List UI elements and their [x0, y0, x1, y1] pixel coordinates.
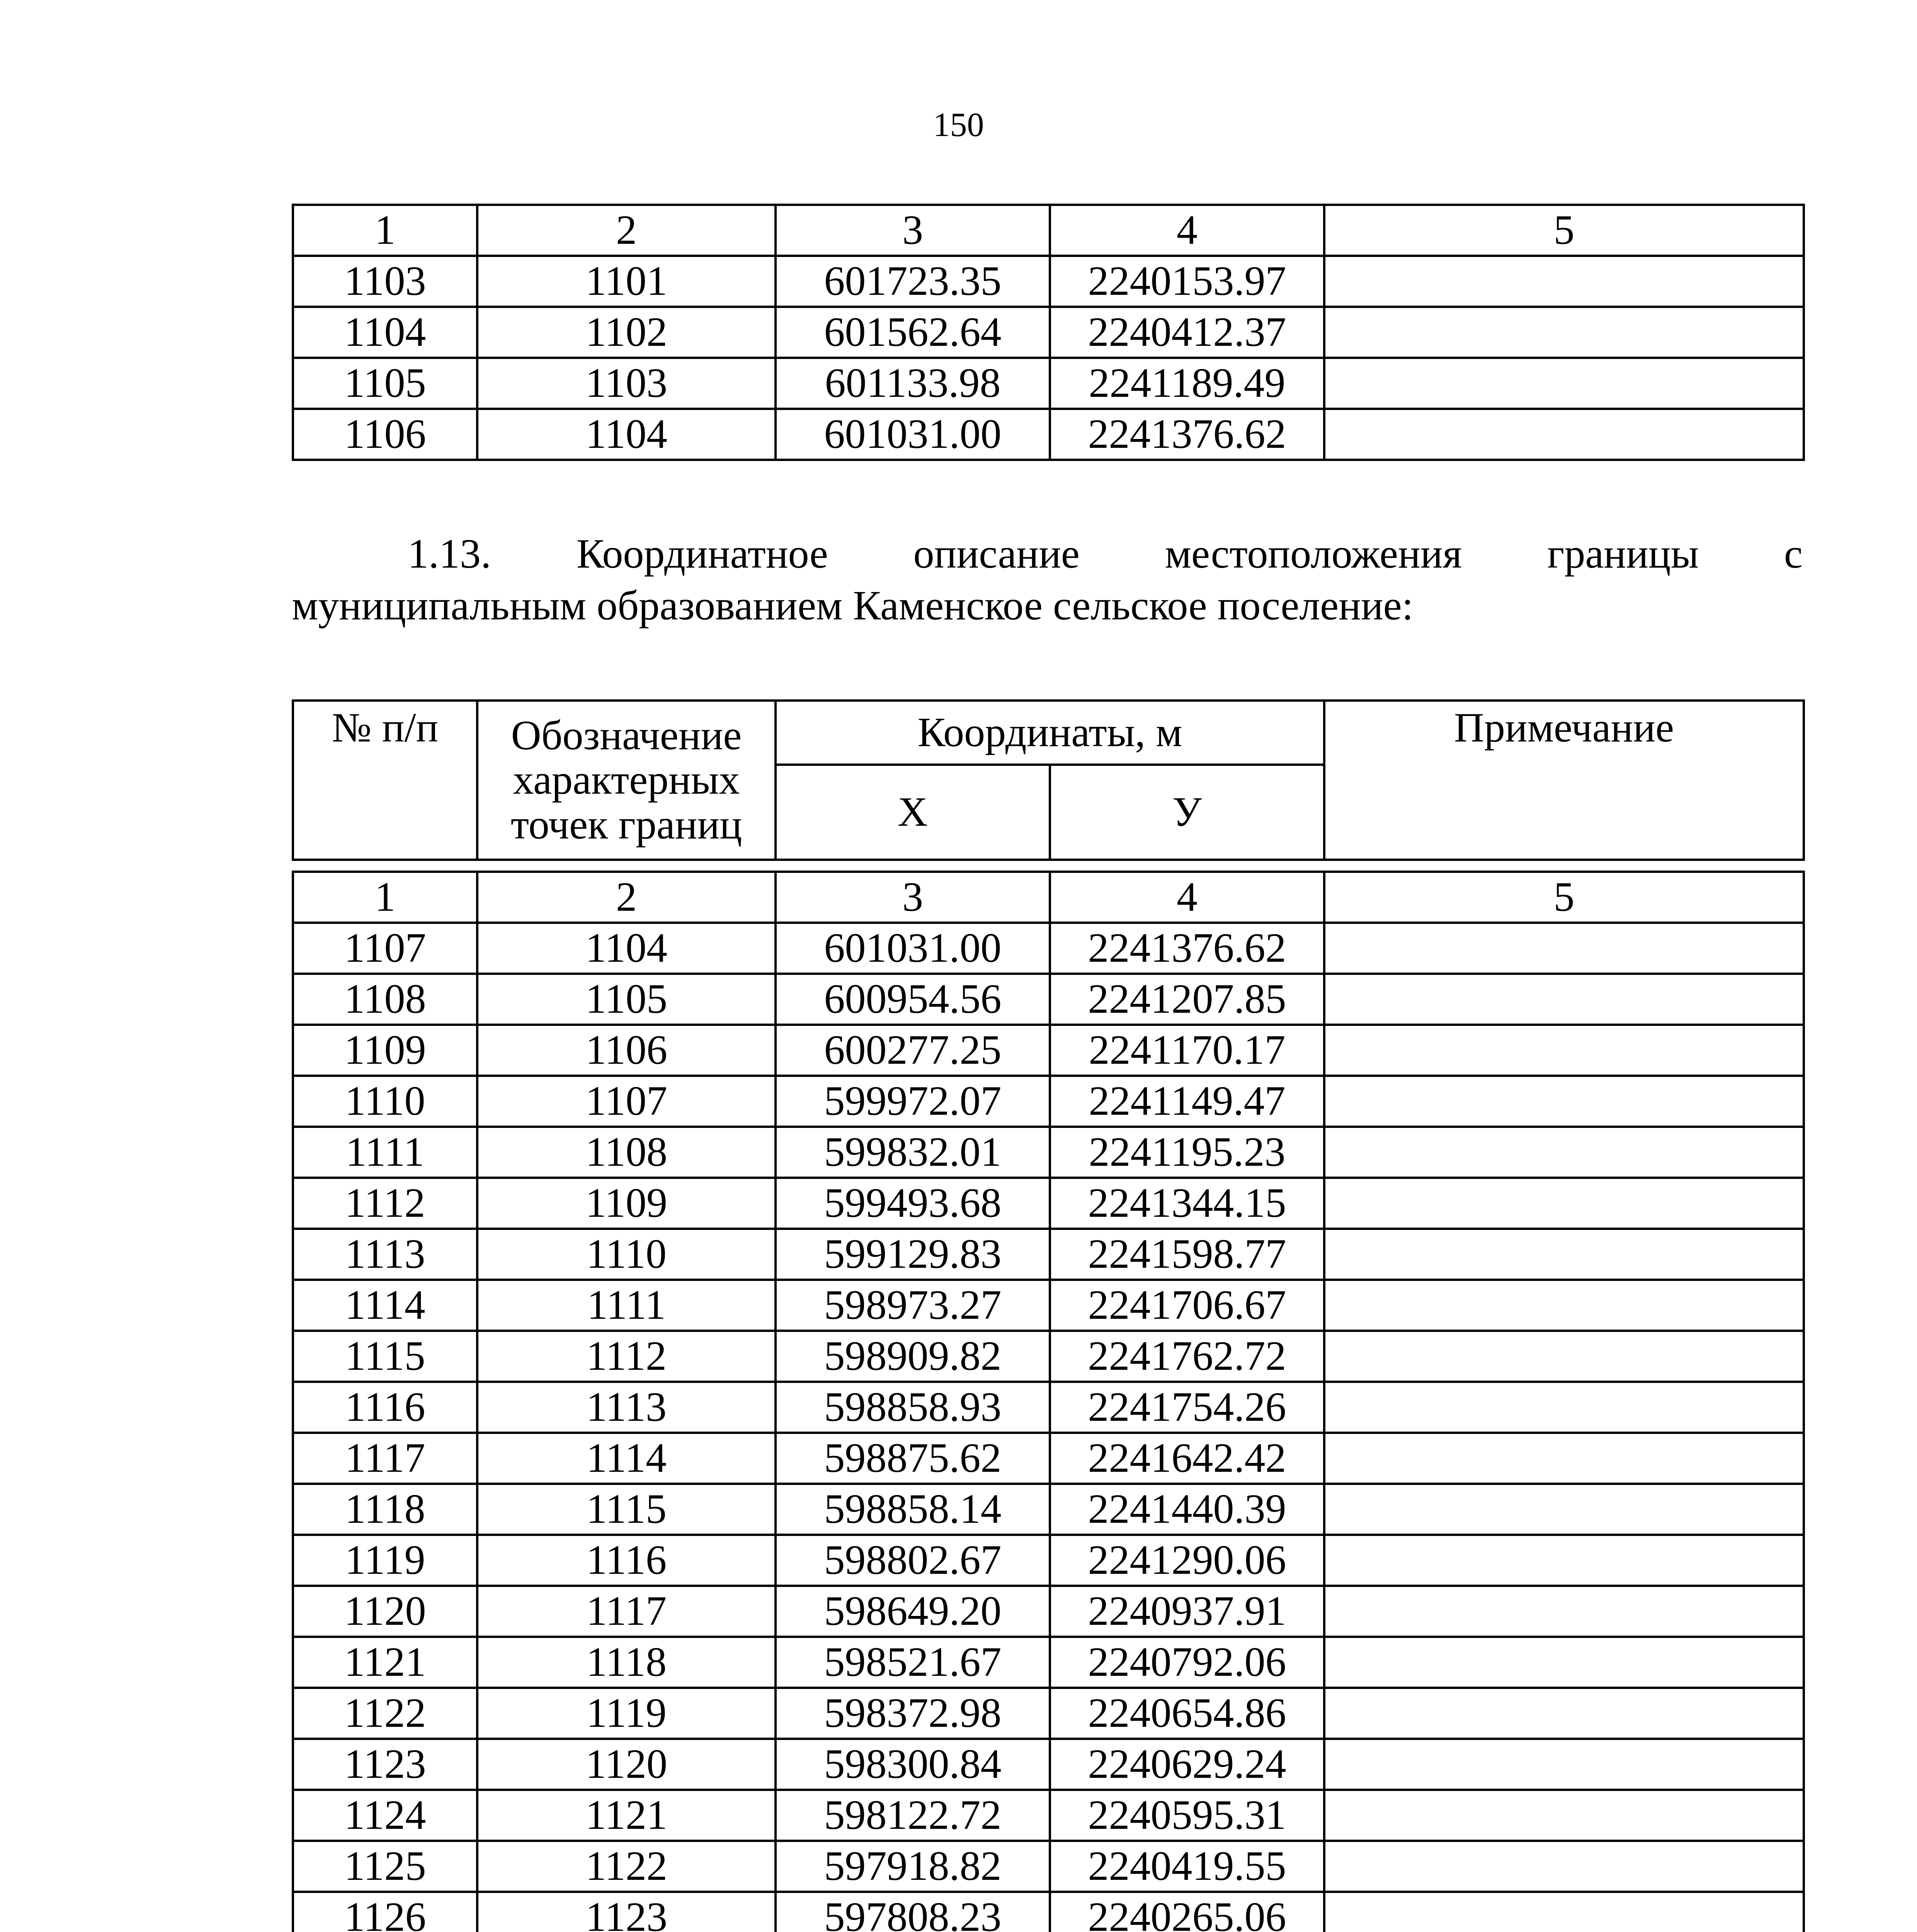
table-row	[293, 1586, 1804, 1637]
table-cell: 1111	[293, 1127, 477, 1178]
table-cell: 1120	[477, 1739, 776, 1790]
header-x: Х	[776, 765, 1050, 860]
table-cell: 1122	[293, 1688, 477, 1739]
table-cell: 598858.93	[776, 1382, 1050, 1433]
table-cell	[1324, 256, 1804, 307]
table-cell: 1102	[477, 307, 776, 358]
table-cell: 2241189.49	[1050, 358, 1324, 409]
table-cell: 1104	[293, 307, 477, 358]
table-row	[293, 1688, 1804, 1739]
table-cell: 1103	[293, 256, 477, 307]
table-cell: 1123	[477, 1892, 776, 1932]
table-cell: 599972.07	[776, 1076, 1050, 1127]
table-row	[293, 1076, 1804, 1127]
table-cell	[1324, 1484, 1804, 1535]
table-cell: 600277.25	[776, 1025, 1050, 1076]
section-word: местоположения	[1165, 531, 1462, 577]
table-cell: 1112	[477, 1331, 776, 1382]
table-cell: 2240419.55	[1050, 1841, 1324, 1892]
table-cell: 598858.14	[776, 1484, 1050, 1535]
section-word: описание	[913, 531, 1080, 577]
table-cell: 1122	[477, 1841, 776, 1892]
table-row	[293, 1025, 1804, 1076]
table-cell	[1324, 1127, 1804, 1178]
table-top-body	[293, 205, 1804, 460]
table-cell: 1120	[293, 1586, 477, 1637]
table-cell	[1324, 1535, 1804, 1586]
table-cell: 1116	[477, 1535, 776, 1586]
table-row	[293, 923, 1804, 974]
table-cell: 1114	[477, 1433, 776, 1484]
table-row	[293, 358, 1804, 409]
column-number-cell: 2	[477, 205, 776, 256]
coordinates-table-continuation	[292, 204, 1805, 461]
section-word: Координатное	[576, 531, 828, 577]
table-cell: 2241195.23	[1050, 1127, 1324, 1178]
table-row	[293, 1331, 1804, 1382]
table-cell: 1121	[293, 1637, 477, 1688]
table-row	[293, 1841, 1804, 1892]
table-cell: 1113	[293, 1229, 477, 1280]
table-cell: 599832.01	[776, 1127, 1050, 1178]
header-num: № п/п	[293, 701, 477, 860]
table-cell: 1109	[293, 1025, 477, 1076]
table-cell: 601031.00	[776, 409, 1050, 460]
table-row	[293, 256, 1804, 307]
table-row	[293, 1280, 1804, 1331]
table-row	[293, 1433, 1804, 1484]
table-cell	[1324, 1688, 1804, 1739]
table-cell: 2241598.77	[1050, 1229, 1324, 1280]
header-y: У	[1050, 765, 1324, 860]
coordinates-table	[292, 871, 1805, 1932]
table-cell: 1117	[293, 1433, 477, 1484]
table-row	[293, 1637, 1804, 1688]
table-row	[293, 1178, 1804, 1229]
table-cell: 2241762.72	[1050, 1331, 1324, 1382]
header-row	[293, 701, 1804, 765]
table-cell: 1111	[477, 1280, 776, 1331]
table-cell	[1324, 409, 1804, 460]
column-number-cell: 2	[477, 872, 776, 923]
table-cell	[1324, 1382, 1804, 1433]
table-cell: 2241149.47	[1050, 1076, 1324, 1127]
section-heading-line1	[292, 530, 1803, 578]
table-cell: 2241344.15	[1050, 1178, 1324, 1229]
table-cell: 1115	[293, 1331, 477, 1382]
table-cell: 598909.82	[776, 1331, 1050, 1382]
table-cell	[1324, 1637, 1804, 1688]
table-row	[293, 1382, 1804, 1433]
table-cell: 1105	[477, 974, 776, 1025]
header-designation: Обозначение характерных точек границ	[477, 701, 776, 860]
table-cell: 1125	[293, 1841, 477, 1892]
table-cell: 1114	[293, 1280, 477, 1331]
table-cell: 598649.20	[776, 1586, 1050, 1637]
table-cell: 1109	[477, 1178, 776, 1229]
table-row	[293, 307, 1804, 358]
table-cell: 1107	[293, 923, 477, 974]
table-row	[293, 1484, 1804, 1535]
table-cell: 597808.23	[776, 1892, 1050, 1932]
table-cell: 2241754.26	[1050, 1382, 1324, 1433]
table-cell: 598372.98	[776, 1688, 1050, 1739]
column-number-cell: 1	[293, 205, 477, 256]
table-cell: 2240595.31	[1050, 1790, 1324, 1841]
table-cell: 1110	[293, 1076, 477, 1127]
column-number-row	[293, 205, 1804, 256]
table-cell: 1105	[293, 358, 477, 409]
table-cell: 1104	[477, 409, 776, 460]
table-cell: 2241440.39	[1050, 1484, 1324, 1535]
table-cell: 598875.62	[776, 1433, 1050, 1484]
table-row	[293, 1790, 1804, 1841]
table-cell: 1119	[477, 1688, 776, 1739]
table-cell	[1324, 1841, 1804, 1892]
table-cell: 2240629.24	[1050, 1739, 1324, 1790]
table-cell: 598521.67	[776, 1637, 1050, 1688]
table-cell: 1107	[477, 1076, 776, 1127]
section-heading-line2: муниципальным образованием Каменское сельское поселение:	[292, 583, 1414, 629]
table-cell: 1121	[477, 1790, 776, 1841]
table-cell: 1106	[477, 1025, 776, 1076]
table-cell: 601133.98	[776, 358, 1050, 409]
column-number-cell: 1	[293, 872, 477, 923]
page-number: 150	[933, 106, 984, 144]
coordinates-table-header	[292, 699, 1805, 861]
header-note: Примечание	[1324, 701, 1804, 860]
table-cell: 2241170.17	[1050, 1025, 1324, 1076]
table-row	[293, 409, 1804, 460]
table-cell: 2241290.06	[1050, 1535, 1324, 1586]
table-cell: 601031.00	[776, 923, 1050, 974]
table-cell: 598300.84	[776, 1739, 1050, 1790]
table-cell	[1324, 923, 1804, 974]
column-number-cell: 5	[1324, 205, 1804, 256]
table-cell: 599129.83	[776, 1229, 1050, 1280]
table-row	[293, 1739, 1804, 1790]
table-cell: 597918.82	[776, 1841, 1050, 1892]
section-word: границы	[1547, 531, 1699, 577]
table-cell: 2241376.62	[1050, 409, 1324, 460]
table-cell: 1126	[293, 1892, 477, 1932]
table-cell	[1324, 1892, 1804, 1932]
table-cell: 1116	[293, 1382, 477, 1433]
table-cell	[1324, 1790, 1804, 1841]
table-cell: 1118	[293, 1484, 477, 1535]
table-cell: 2241642.42	[1050, 1433, 1324, 1484]
column-number-cell: 4	[1050, 872, 1324, 923]
table-cell: 1104	[477, 923, 776, 974]
table-cell	[1324, 1433, 1804, 1484]
table-cell: 598802.67	[776, 1535, 1050, 1586]
column-number-row	[293, 872, 1804, 923]
table-cell	[1324, 1025, 1804, 1076]
table-cell: 1119	[293, 1535, 477, 1586]
table-cell	[1324, 1280, 1804, 1331]
table-cell: 2240412.37	[1050, 307, 1324, 358]
table-cell	[1324, 358, 1804, 409]
table-cell: 1115	[477, 1484, 776, 1535]
header-coordinates: Координаты, м	[776, 701, 1324, 765]
table-cell: 1108	[293, 974, 477, 1025]
table-cell: 2241207.85	[1050, 974, 1324, 1025]
table-cell: 1103	[477, 358, 776, 409]
table-cell	[1324, 1178, 1804, 1229]
table-cell	[1324, 307, 1804, 358]
column-number-cell: 4	[1050, 205, 1324, 256]
table-row	[293, 1892, 1804, 1932]
table-cell: 2241376.62	[1050, 923, 1324, 974]
table-cell: 1106	[293, 409, 477, 460]
table-cell: 2241706.67	[1050, 1280, 1324, 1331]
table-cell: 601723.35	[776, 256, 1050, 307]
table-cell: 2240654.86	[1050, 1688, 1324, 1739]
section-number: 1.13.	[408, 531, 491, 577]
table-cell: 2240265.06	[1050, 1892, 1324, 1932]
column-number-cell: 3	[776, 872, 1050, 923]
table-row	[293, 1127, 1804, 1178]
table-cell: 1101	[477, 256, 776, 307]
table-row	[293, 974, 1804, 1025]
table-row	[293, 1535, 1804, 1586]
table-cell: 1110	[477, 1229, 776, 1280]
table-cell: 1108	[477, 1127, 776, 1178]
table-cell	[1324, 1586, 1804, 1637]
table-main-body	[293, 872, 1804, 1932]
table-cell: 1117	[477, 1586, 776, 1637]
table-row	[293, 1229, 1804, 1280]
table-cell	[1324, 1331, 1804, 1382]
table-cell	[1324, 1229, 1804, 1280]
column-number-cell: 5	[1324, 872, 1804, 923]
table-cell: 1123	[293, 1739, 477, 1790]
section-word: с	[1784, 531, 1803, 577]
table-cell: 2240937.91	[1050, 1586, 1324, 1637]
table-cell: 1124	[293, 1790, 477, 1841]
table-cell	[1324, 1739, 1804, 1790]
table-cell: 1113	[477, 1382, 776, 1433]
table-cell: 601562.64	[776, 307, 1050, 358]
table-cell: 1118	[477, 1637, 776, 1688]
table-cell	[1324, 974, 1804, 1025]
table-cell	[1324, 1076, 1804, 1127]
column-number-cell: 3	[776, 205, 1050, 256]
table-cell: 599493.68	[776, 1178, 1050, 1229]
table-cell: 598973.27	[776, 1280, 1050, 1331]
table-cell: 1112	[293, 1178, 477, 1229]
table-cell: 598122.72	[776, 1790, 1050, 1841]
table-cell: 600954.56	[776, 974, 1050, 1025]
table-cell: 2240153.97	[1050, 256, 1324, 307]
table-cell: 2240792.06	[1050, 1637, 1324, 1688]
